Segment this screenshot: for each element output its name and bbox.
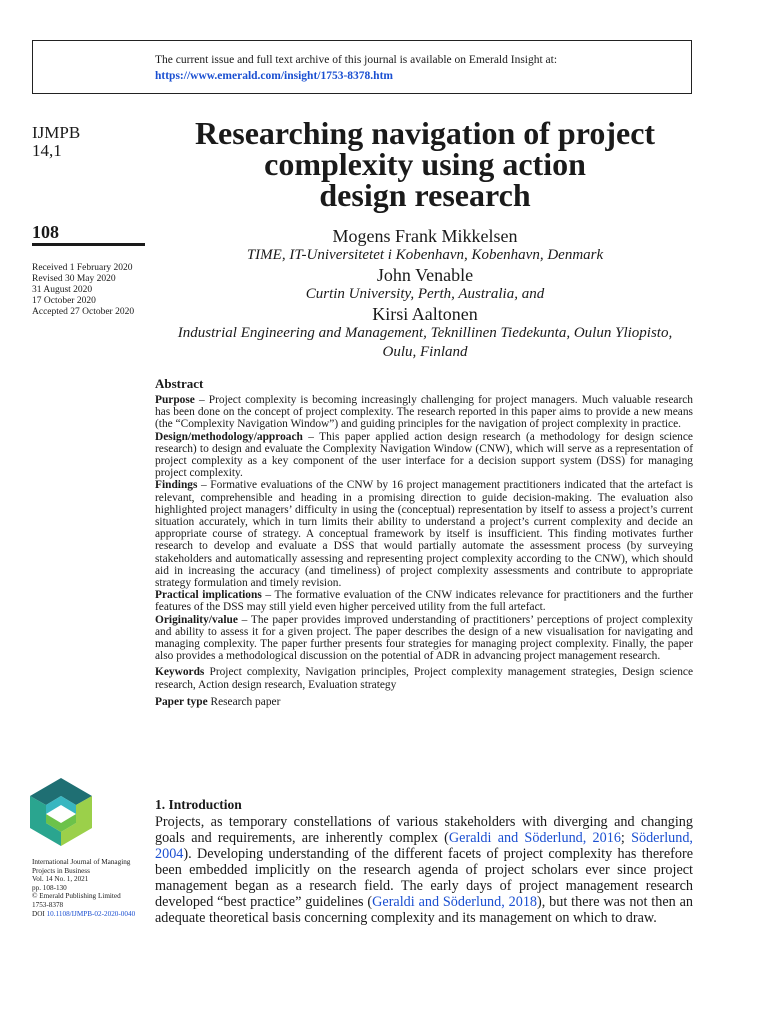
introduction-heading: 1. Introduction: [155, 797, 242, 812]
title-line: complexity using action: [264, 146, 586, 182]
abstract: [155, 376, 693, 709]
citation-link[interactable]: Geraldi and Söderlund, 2016: [448, 830, 621, 846]
date-line: 17 October 2020: [32, 296, 96, 306]
author-name: Mogens Frank Mikkelsen: [332, 226, 518, 246]
abstract-purpose: [155, 394, 693, 431]
author-affiliation: Industrial Engineering and Management, Teknillinen Tiedekunta, Oulun Yliopisto,: [177, 325, 673, 341]
emerald-logo-icon: [28, 776, 94, 853]
journal-availability-notice: [32, 40, 692, 94]
citation-link[interactable]: Söderlund, 2004: [155, 830, 693, 862]
section-label: Design/methodology/approach: [155, 430, 303, 443]
section-text: – This paper applied action design research (a methodology for design science research) to design and evaluate the Complexity Navigation Window (CNW), which will serve as a representation of project complexity as a key component of the user interface for a decision support system (DSS) for managing project complexity.: [155, 430, 693, 480]
author-affiliation: Oulu, Finland: [382, 344, 468, 360]
pub-line: © Emerald Publishing Limited: [32, 892, 121, 901]
pub-line: Projects in Business: [32, 866, 90, 875]
paper-type-text: Research paper: [207, 696, 281, 709]
section-text: – The formative evaluation of the CNW indicates relevance for practitioners and the further features of the DSS may still yield even higher perceived utility from the full artefact.: [155, 589, 693, 614]
author-affiliation: Curtin University, Perth, Australia, and: [305, 286, 545, 302]
author-affiliation: TIME, IT-Universitetet i Kobenhavn, Kobenhavn, Denmark: [246, 247, 604, 263]
title-line: design research: [319, 177, 531, 213]
publication-info: [32, 858, 135, 918]
section-text: – Formative evaluations of the CNW by 16 project management practitioners indicated that the artefact is relevant, comprehensible and heading in a promising direction to guide decision-making. The evaluation also highlighted project managers’ difficulty in using the (conceptual) representation by itself to assess a project’s current situation accurately, which in turn limits their ability to understand a project’s current complexity and decide an appropriate course of strategy. A conceptual framework by itself is insufficient. This finding motivates further research to develop and evaluate a DSS that would partially automate the assessment process (by surveying stakeholders and automatically assessing and representing project complexity according to the CNW), which should aid in increasing the accuracy (and timeliness) of project complexity assessments and contribute to appropriate strategy formulation and timely revision.: [155, 479, 693, 590]
author-list: [155, 226, 695, 362]
notice-text: The current issue and full text archive of this journal is available on Emerald Insight at:: [155, 54, 558, 66]
citation-link[interactable]: Geraldi and Söderlund, 2018: [372, 894, 538, 910]
pub-line: International Journal of Managing: [32, 858, 131, 866]
intro-text: ), but there was not then an adequate theoretical basis concerning complexity and its management on which to draw.: [155, 894, 693, 926]
section-label: Originality/value: [155, 613, 238, 626]
section-label: Purpose: [155, 394, 195, 406]
pub-line: pp. 108-130: [32, 883, 67, 892]
journal-volume: 14,1: [32, 141, 62, 160]
paper-type: [155, 696, 693, 708]
abstract-design: [155, 431, 693, 480]
article-title: [155, 115, 695, 213]
received-dates: [32, 263, 134, 318]
date-line: 31 August 2020: [32, 285, 93, 295]
title-line: Researching navigation of project: [194, 115, 656, 151]
date-line: Received 1 February 2020: [32, 263, 133, 273]
page-number: 108: [32, 222, 59, 242]
introduction-section: [155, 797, 693, 926]
keywords: [155, 666, 693, 692]
section-text: – The paper provides improved understanding of practitioners’ perceptions of project complexity and ability to assess it for a given project. The paper describes the design of a new visualisation for navigating and managing complexity. The paper further presents four strategies for managing project complexity. Finally, the paper also provides a methodological discussion on the potential of ADR in advancing project management research.: [155, 613, 693, 663]
pub-line: 1753-8378: [32, 900, 64, 909]
margin-divider: [32, 243, 145, 246]
author-name: Kirsi Aaltonen: [372, 304, 478, 324]
abstract-heading: Abstract: [155, 376, 204, 391]
doi-link[interactable]: 10.1108/IJMPB-02-2020-0040: [46, 909, 136, 918]
date-line: Revised 30 May 2020: [32, 274, 116, 284]
doi-label: DOI: [32, 909, 47, 918]
date-line: Accepted 27 October 2020: [32, 307, 135, 317]
abstract-originality: [155, 614, 693, 663]
paper-type-label: Paper type: [155, 696, 208, 709]
keywords-label: Keywords: [155, 666, 205, 679]
pub-line: Vol. 14 No. 1, 2021: [32, 875, 89, 884]
section-label: Practical implications: [155, 589, 262, 602]
section-label: Findings: [155, 479, 198, 492]
doi-line: [32, 910, 135, 919]
journal-code: [32, 124, 80, 160]
abstract-findings: [155, 479, 693, 589]
abstract-practical: [155, 589, 693, 613]
section-text: – Project complexity is becoming increasingly challenging for project managers. Much valuable research has been done on the concept of project complexity. The research reported in this paper aims to provide a new means (the “Complexity Navigation Window”) and guiding principles for the navigation of project complexity in practice.: [155, 394, 693, 431]
author-name: John Venable: [376, 265, 474, 285]
intro-text: ;: [620, 830, 632, 846]
keywords-text: Project complexity, Navigation principles, Project complexity management strategies, Design science research, Action design research, Evaluation strategy: [155, 666, 693, 692]
journal-url-link[interactable]: https://www.emerald.com/insight/1753-8378.htm: [155, 70, 393, 82]
introduction-paragraph: [155, 814, 693, 926]
journal-abbrev: IJMPB: [32, 123, 81, 142]
intro-text: ). Developing understanding of the different facets of project complexity has therefore been embedded implicitly on the research agenda of project scholars ever since project management began as a research field. The early days of project management research developed “best practice” guidelines (: [155, 846, 693, 910]
intro-text: Projects, as temporary constellations of various stakeholders with diverging and changing goals and requirements, are inherently complex (: [155, 814, 693, 846]
